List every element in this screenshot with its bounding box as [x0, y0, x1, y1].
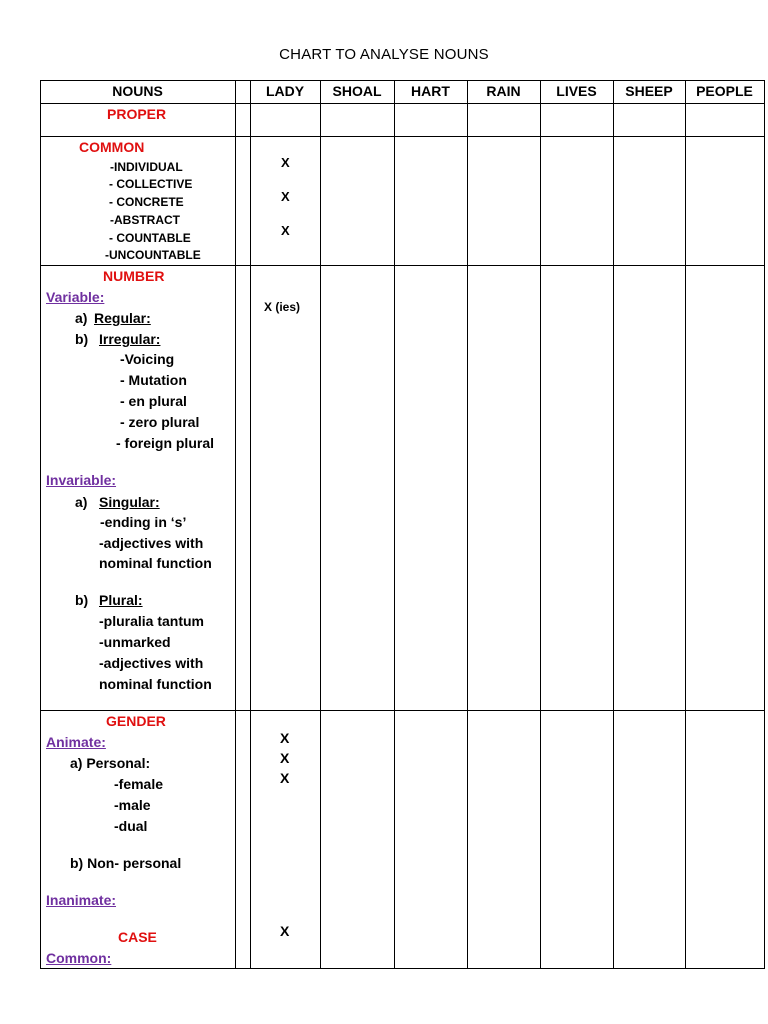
regular-prefix: a) [75, 310, 88, 326]
col-header-people: PEOPLE [696, 83, 753, 99]
plural-item: -unmarked [99, 634, 171, 650]
col-header-lives: LIVES [556, 83, 597, 99]
plural-item: -pluralia tantum [99, 613, 205, 629]
common-item: -INDIVIDUAL [110, 160, 183, 174]
irregular-item: - Mutation [120, 372, 187, 388]
plural-prefix: b) [75, 592, 89, 608]
common-heading: COMMON [79, 139, 145, 155]
lady-mark: X [281, 223, 290, 238]
singular-item: nominal function [99, 555, 212, 571]
page-title: CHART TO ANALYSE NOUNS [279, 46, 489, 63]
inanimate-label: Inanimate: [46, 892, 117, 908]
common-item: -ABSTRACT [110, 213, 180, 227]
irregular-prefix: b) [75, 331, 89, 347]
col-header-lady: LADY [265, 83, 305, 99]
plural-item: -adjectives with [99, 655, 204, 671]
case-heading: CASE [118, 929, 157, 945]
col-header-shoal: SHOAL [332, 83, 382, 99]
lady-mark: X (ies) [264, 300, 301, 314]
irregular-item: - foreign plural [116, 435, 214, 451]
col-header-rain: RAIN [486, 83, 521, 99]
singular-prefix: a) [75, 494, 88, 510]
regular-label: Regular: [94, 310, 151, 326]
singular-label: Singular: [99, 494, 160, 510]
invariable-label: Invariable: [46, 472, 117, 488]
plural-item: nominal function [99, 676, 212, 692]
irregular-item: -Voicing [120, 351, 175, 367]
col-header-sheep: SHEEP [625, 83, 673, 99]
col-header-nouns: NOUNS [112, 83, 163, 99]
personal-label: a) Personal: [70, 755, 151, 771]
personal-item: -female [114, 776, 164, 792]
irregular-item: - en plural [120, 393, 187, 409]
irregular-label: Irregular: [99, 331, 161, 347]
common-item: -UNCOUNTABLE [105, 248, 201, 262]
lady-mark: X [280, 923, 290, 939]
col-header-hart: HART [411, 83, 450, 99]
personal-item: -male [114, 797, 151, 813]
lady-mark: X [280, 730, 290, 746]
common-item: - COUNTABLE [109, 231, 191, 245]
case-common-label: Common: [46, 950, 112, 966]
variable-label: Variable: [46, 289, 105, 305]
proper-heading: PROPER [107, 106, 167, 122]
singular-item: -ending in ‘s’ [100, 514, 187, 530]
lady-mark: X [281, 155, 290, 170]
common-item: - COLLECTIVE [109, 177, 193, 191]
non-personal-label: b) Non- personal [70, 855, 182, 871]
irregular-item: - zero plural [120, 414, 200, 430]
personal-item: -dual [114, 818, 148, 834]
gender-heading: GENDER [106, 713, 166, 729]
lady-mark: X [281, 189, 290, 204]
plural-label: Plural: [99, 592, 143, 608]
lady-mark: X [280, 750, 290, 766]
number-heading: NUMBER [103, 268, 165, 284]
common-item: - CONCRETE [109, 195, 184, 209]
lady-mark: X [280, 770, 290, 786]
singular-item: -adjectives with [99, 535, 204, 551]
animate-label: Animate: [46, 734, 106, 750]
